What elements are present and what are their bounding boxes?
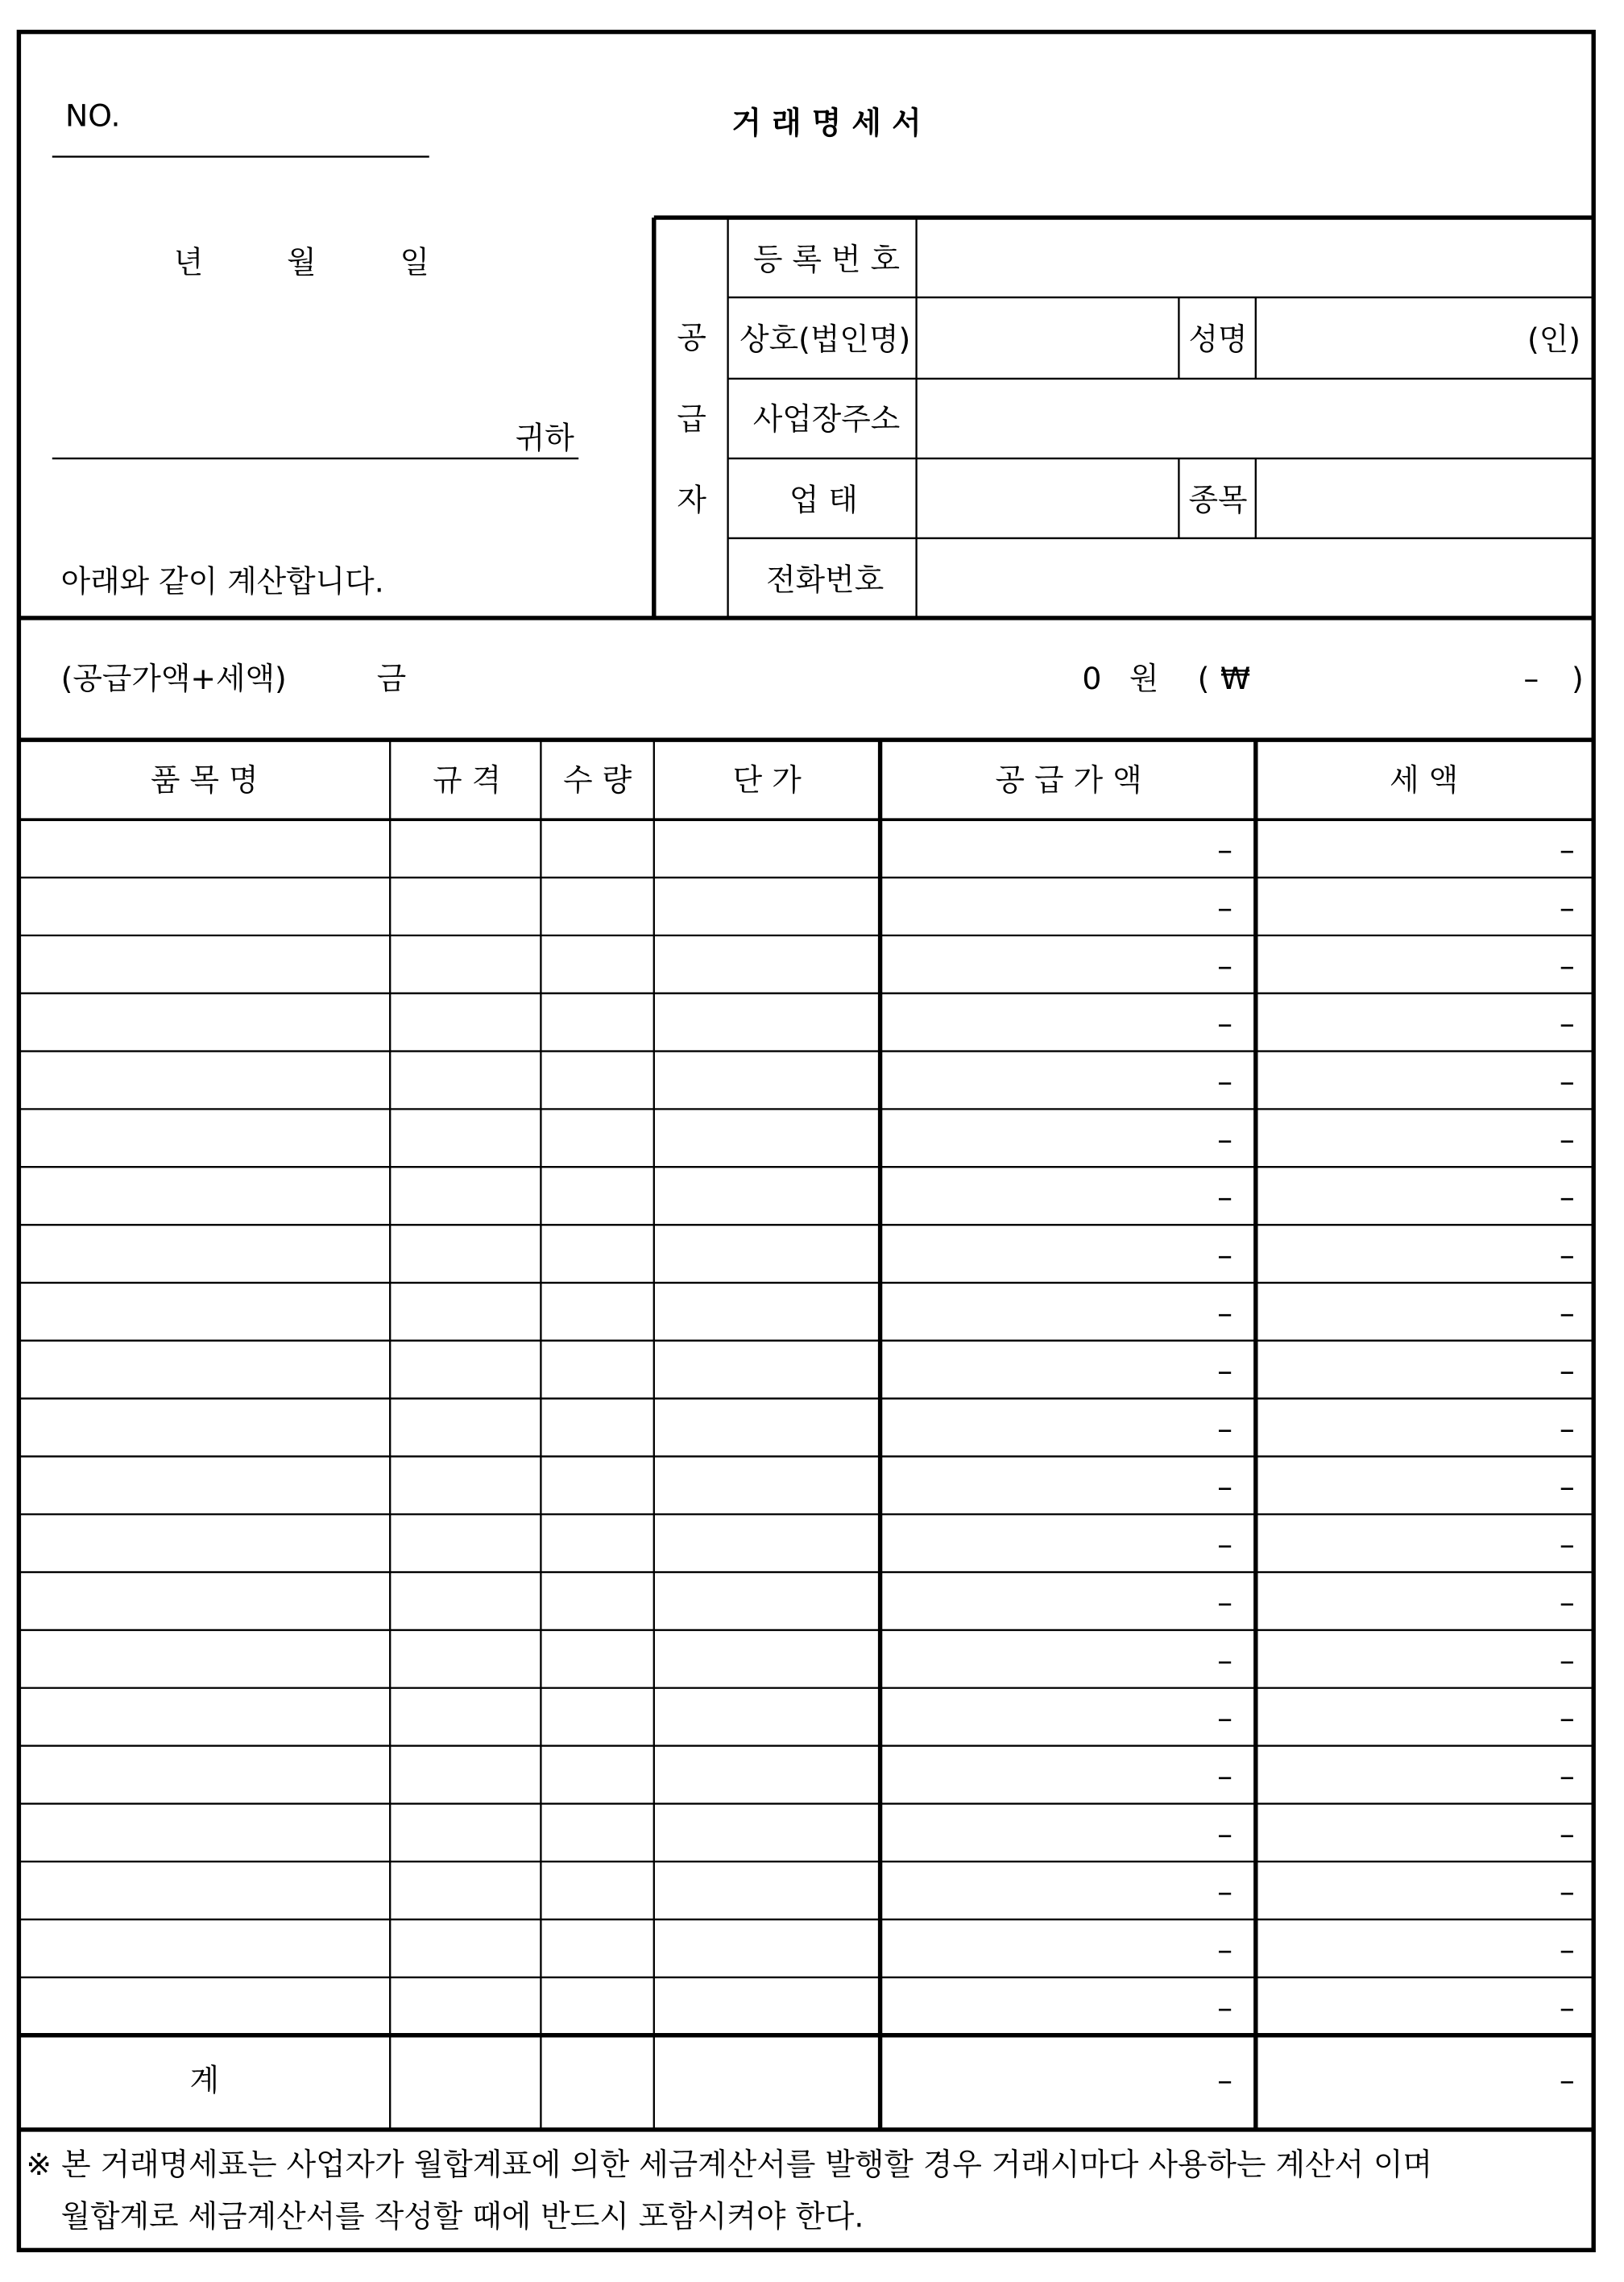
supply-amount-cell: – xyxy=(1217,1873,1232,1910)
tax-cell: – xyxy=(1559,1757,1575,1794)
table-row xyxy=(1217,948,1575,983)
supply-amount-cell: – xyxy=(1217,1815,1232,1852)
date-month-label: 월 xyxy=(287,244,317,280)
amount-unit: 원 xyxy=(1129,661,1159,697)
tax-cell: – xyxy=(1559,1295,1575,1331)
amount-value: 0 xyxy=(1082,661,1102,697)
tax-cell: – xyxy=(1559,1700,1575,1736)
table-row xyxy=(1217,1989,1575,2025)
col-header-qty: 수 량 xyxy=(563,762,632,799)
table-row xyxy=(1217,1700,1575,1736)
table-row xyxy=(1217,1353,1575,1388)
tax-cell: – xyxy=(1559,1526,1575,1562)
table-row xyxy=(1217,1469,1575,1504)
col-header-tax: 세 액 xyxy=(1390,762,1459,799)
tax-cell: – xyxy=(1559,1006,1575,1042)
supply-amount-cell: – xyxy=(1217,1584,1232,1620)
supply-amount-cell: – xyxy=(1217,1642,1232,1678)
intro-text: 아래와 같이 계산합니다. xyxy=(60,563,384,600)
supply-amount-cell: – xyxy=(1217,1700,1232,1736)
table-row xyxy=(1217,1122,1575,1157)
supply-amount-cell: – xyxy=(1217,1121,1232,1157)
supply-amount-cell: – xyxy=(1217,1237,1232,1273)
supplier-side-char-1: 공 xyxy=(677,320,706,356)
phone-label: 전화번호 xyxy=(766,562,884,598)
table-row xyxy=(1217,890,1575,925)
tax-cell: – xyxy=(1559,1121,1575,1157)
tax-cell: – xyxy=(1559,1179,1575,1215)
total-tax-value: – xyxy=(1559,2062,1575,2098)
amount-label: (공급가액+세액) xyxy=(60,661,287,697)
supplier-side-char-3: 자 xyxy=(677,482,706,518)
item-label: 종목 xyxy=(1188,482,1248,518)
page-title: 거 래 명 세 서 xyxy=(731,105,922,141)
tax-cell: – xyxy=(1559,1989,1575,2026)
col-header-supply-amount: 공 급 가 액 xyxy=(995,762,1142,799)
tax-cell: – xyxy=(1559,1873,1575,1910)
supply-amount-cell: – xyxy=(1217,832,1232,868)
tax-cell: – xyxy=(1559,1642,1575,1678)
supply-amount-cell: – xyxy=(1217,1006,1232,1042)
date-year-label: 년 xyxy=(173,244,204,280)
supply-amount-cell: – xyxy=(1217,1931,1232,1968)
company-label: 상호(법인명) xyxy=(740,321,911,357)
col-header-unit-price: 단 가 xyxy=(732,762,802,799)
seal-label: (인) xyxy=(1527,321,1580,357)
date-day-label: 일 xyxy=(400,244,430,280)
supplier-side-char-2: 급 xyxy=(677,400,706,437)
supply-amount-cell: – xyxy=(1217,1353,1232,1389)
supply-amount-cell: – xyxy=(1217,1526,1232,1562)
table-row xyxy=(1217,1064,1575,1099)
tax-cell: – xyxy=(1559,890,1575,926)
name-label: 성명 xyxy=(1188,321,1248,357)
tax-cell: – xyxy=(1559,1584,1575,1620)
tax-cell: – xyxy=(1559,1815,1575,1852)
table-row xyxy=(1217,1237,1575,1272)
footer-note-line-1: ※ 본 거래명세표는 사업자가 월합계표에 의한 세금계산서를 발행할 경우 거래시마다 사용하는 계산서 이며 xyxy=(26,2146,1433,2182)
table-row xyxy=(1217,1931,1575,1967)
supply-amount-cell: – xyxy=(1217,1757,1232,1794)
table-row xyxy=(1217,1527,1575,1562)
tax-cell: – xyxy=(1559,1353,1575,1389)
won-sign: ₩ xyxy=(1220,661,1251,697)
supply-amount-cell: – xyxy=(1217,1468,1232,1504)
tax-cell: – xyxy=(1559,832,1575,868)
tax-cell: – xyxy=(1559,1468,1575,1504)
supply-amount-cell: – xyxy=(1217,1063,1232,1099)
items-table-grid xyxy=(19,740,1593,2130)
items-table-header xyxy=(151,762,1458,798)
address-label: 사업장주소 xyxy=(752,400,901,437)
table-row xyxy=(1217,1295,1575,1330)
total-supply-value: – xyxy=(1217,2062,1232,2098)
form-border xyxy=(19,32,1593,2251)
tax-cell: – xyxy=(1559,1237,1575,1273)
table-row xyxy=(1217,1584,1575,1620)
amount-open-paren: ( xyxy=(1197,661,1210,697)
tax-cell: – xyxy=(1559,1410,1575,1446)
table-row xyxy=(1217,1874,1575,1910)
table-row xyxy=(1217,1180,1575,1215)
business-type-label: 업 태 xyxy=(789,482,858,518)
table-row xyxy=(1217,1816,1575,1852)
col-header-item-name: 품 목 명 xyxy=(151,762,259,799)
table-row xyxy=(1217,1006,1575,1041)
supply-amount-cell: – xyxy=(1217,1179,1232,1215)
supply-amount-cell: – xyxy=(1217,1989,1232,2026)
col-header-spec: 규 격 xyxy=(433,762,502,799)
tax-cell: – xyxy=(1559,948,1575,984)
amount-close-paren: ) xyxy=(1572,661,1584,697)
tax-cell: – xyxy=(1559,1063,1575,1099)
reg-no-label: 등 록 번 호 xyxy=(752,241,901,277)
table-row xyxy=(1217,832,1575,868)
total-label: 계 xyxy=(189,2062,220,2098)
table-row xyxy=(1217,1411,1575,1446)
tax-cell: – xyxy=(1559,1931,1575,1968)
table-row xyxy=(1217,1642,1575,1678)
supply-amount-cell: – xyxy=(1217,890,1232,926)
recipient-suffix: 귀하 xyxy=(515,420,574,456)
table-row xyxy=(1217,1758,1575,1794)
footer-note-line-2: 월합계로 세금계산서를 작성할 때에 반드시 포함시켜야 한다. xyxy=(60,2198,864,2234)
amount-prefix: 금 xyxy=(376,661,407,697)
supply-amount-cell: – xyxy=(1217,1410,1232,1446)
supply-amount-cell: – xyxy=(1217,1295,1232,1331)
items-table-body xyxy=(1217,832,1575,2026)
supply-amount-cell: – xyxy=(1217,948,1232,984)
amount-dash: – xyxy=(1523,661,1539,697)
no-label: NO. xyxy=(65,98,121,134)
